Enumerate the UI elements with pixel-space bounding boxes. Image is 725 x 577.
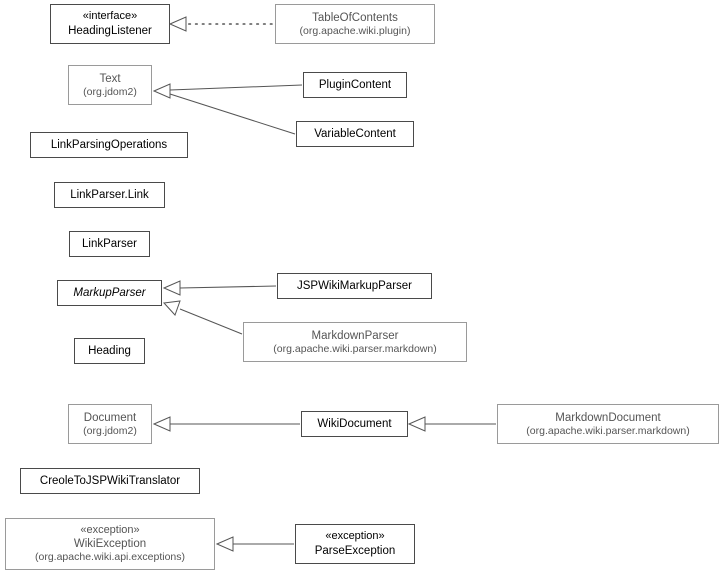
edge-markdownparser-markupparser bbox=[180, 309, 242, 334]
node-table-of-contents[interactable] bbox=[275, 4, 435, 44]
arrowhead-document bbox=[154, 417, 170, 431]
edge-plugincontent-text bbox=[170, 85, 302, 90]
arrowhead-markupparser-2 bbox=[164, 301, 180, 315]
node-markdown-document-line-1: (org.apache.wiki.parser.markdown) bbox=[526, 424, 690, 437]
node-parse-exception-line-0: «exception» bbox=[325, 530, 385, 543]
node-heading-listener-line-0: «interface» bbox=[82, 10, 138, 23]
node-wiki-exception-line-2: (org.apache.wiki.api.exceptions) bbox=[35, 551, 185, 564]
node-markup-parser-label: MarkupParser bbox=[73, 286, 146, 299]
node-heading[interactable] bbox=[74, 338, 145, 364]
node-wiki-exception-line-1: WikiException bbox=[73, 538, 147, 551]
arrowhead-text bbox=[154, 84, 170, 98]
node-plugin-content-label: PluginContent bbox=[318, 78, 392, 91]
node-link-parser[interactable] bbox=[69, 231, 150, 257]
node-text-jdom-line-1: (org.jdom2) bbox=[83, 85, 137, 98]
node-link-parsing-operations-label: LinkParsingOperations bbox=[50, 138, 168, 151]
node-creole-to-jspwiki-translator-label: CreoleToJSPWikiTranslator bbox=[39, 474, 181, 487]
node-document-jdom[interactable] bbox=[68, 404, 152, 444]
node-markdown-parser[interactable] bbox=[243, 322, 467, 362]
node-parse-exception-line-1: ParseException bbox=[314, 544, 396, 557]
node-jspwiki-markup-parser[interactable] bbox=[277, 273, 432, 299]
node-markdown-document-line-0: MarkdownDocument bbox=[555, 411, 661, 424]
edge-variablecontent-text bbox=[170, 94, 295, 134]
node-wiki-exception-line-0: «exception» bbox=[80, 523, 140, 536]
node-creole-to-jspwiki-translator[interactable] bbox=[20, 468, 200, 494]
arrowhead-markupparser-1 bbox=[164, 281, 180, 295]
edge-jspwiki-markupparser bbox=[180, 286, 276, 288]
node-text-jdom-line-0: Text bbox=[99, 72, 121, 85]
node-heading-listener-line-1: HeadingListener bbox=[68, 24, 152, 37]
arrowhead-wikiexception bbox=[217, 537, 233, 551]
node-link-parser-link-label: LinkParser.Link bbox=[70, 188, 149, 201]
node-markdown-parser-line-1: (org.apache.wiki.parser.markdown) bbox=[273, 342, 437, 355]
node-text-jdom[interactable] bbox=[68, 65, 152, 105]
node-wiki-exception[interactable] bbox=[5, 518, 215, 570]
node-markdown-document[interactable] bbox=[497, 404, 719, 444]
node-plugin-content[interactable] bbox=[303, 72, 407, 98]
node-variable-content-label: VariableContent bbox=[314, 127, 396, 140]
node-heading-listener[interactable] bbox=[50, 4, 170, 44]
arrowhead-wikidocument bbox=[409, 417, 425, 431]
node-link-parser-label: LinkParser bbox=[82, 237, 137, 250]
node-variable-content[interactable] bbox=[296, 121, 414, 147]
node-document-jdom-line-1: (org.jdom2) bbox=[83, 424, 137, 437]
node-table-of-contents-line-0: TableOfContents bbox=[312, 11, 398, 24]
arrowhead-headinglistener bbox=[170, 17, 186, 31]
node-parse-exception[interactable] bbox=[295, 524, 415, 564]
node-jspwiki-markup-parser-label: JSPWikiMarkupParser bbox=[296, 279, 413, 292]
node-document-jdom-line-0: Document bbox=[83, 411, 137, 424]
node-wiki-document[interactable] bbox=[301, 411, 408, 437]
node-link-parsing-operations[interactable] bbox=[30, 132, 188, 158]
node-markup-parser[interactable] bbox=[57, 280, 162, 306]
node-heading-label: Heading bbox=[88, 344, 131, 357]
node-wiki-document-label: WikiDocument bbox=[317, 417, 392, 430]
node-table-of-contents-line-1: (org.apache.wiki.plugin) bbox=[299, 24, 411, 37]
node-markdown-parser-line-0: MarkdownParser bbox=[311, 329, 399, 342]
node-link-parser-link[interactable] bbox=[54, 182, 165, 208]
